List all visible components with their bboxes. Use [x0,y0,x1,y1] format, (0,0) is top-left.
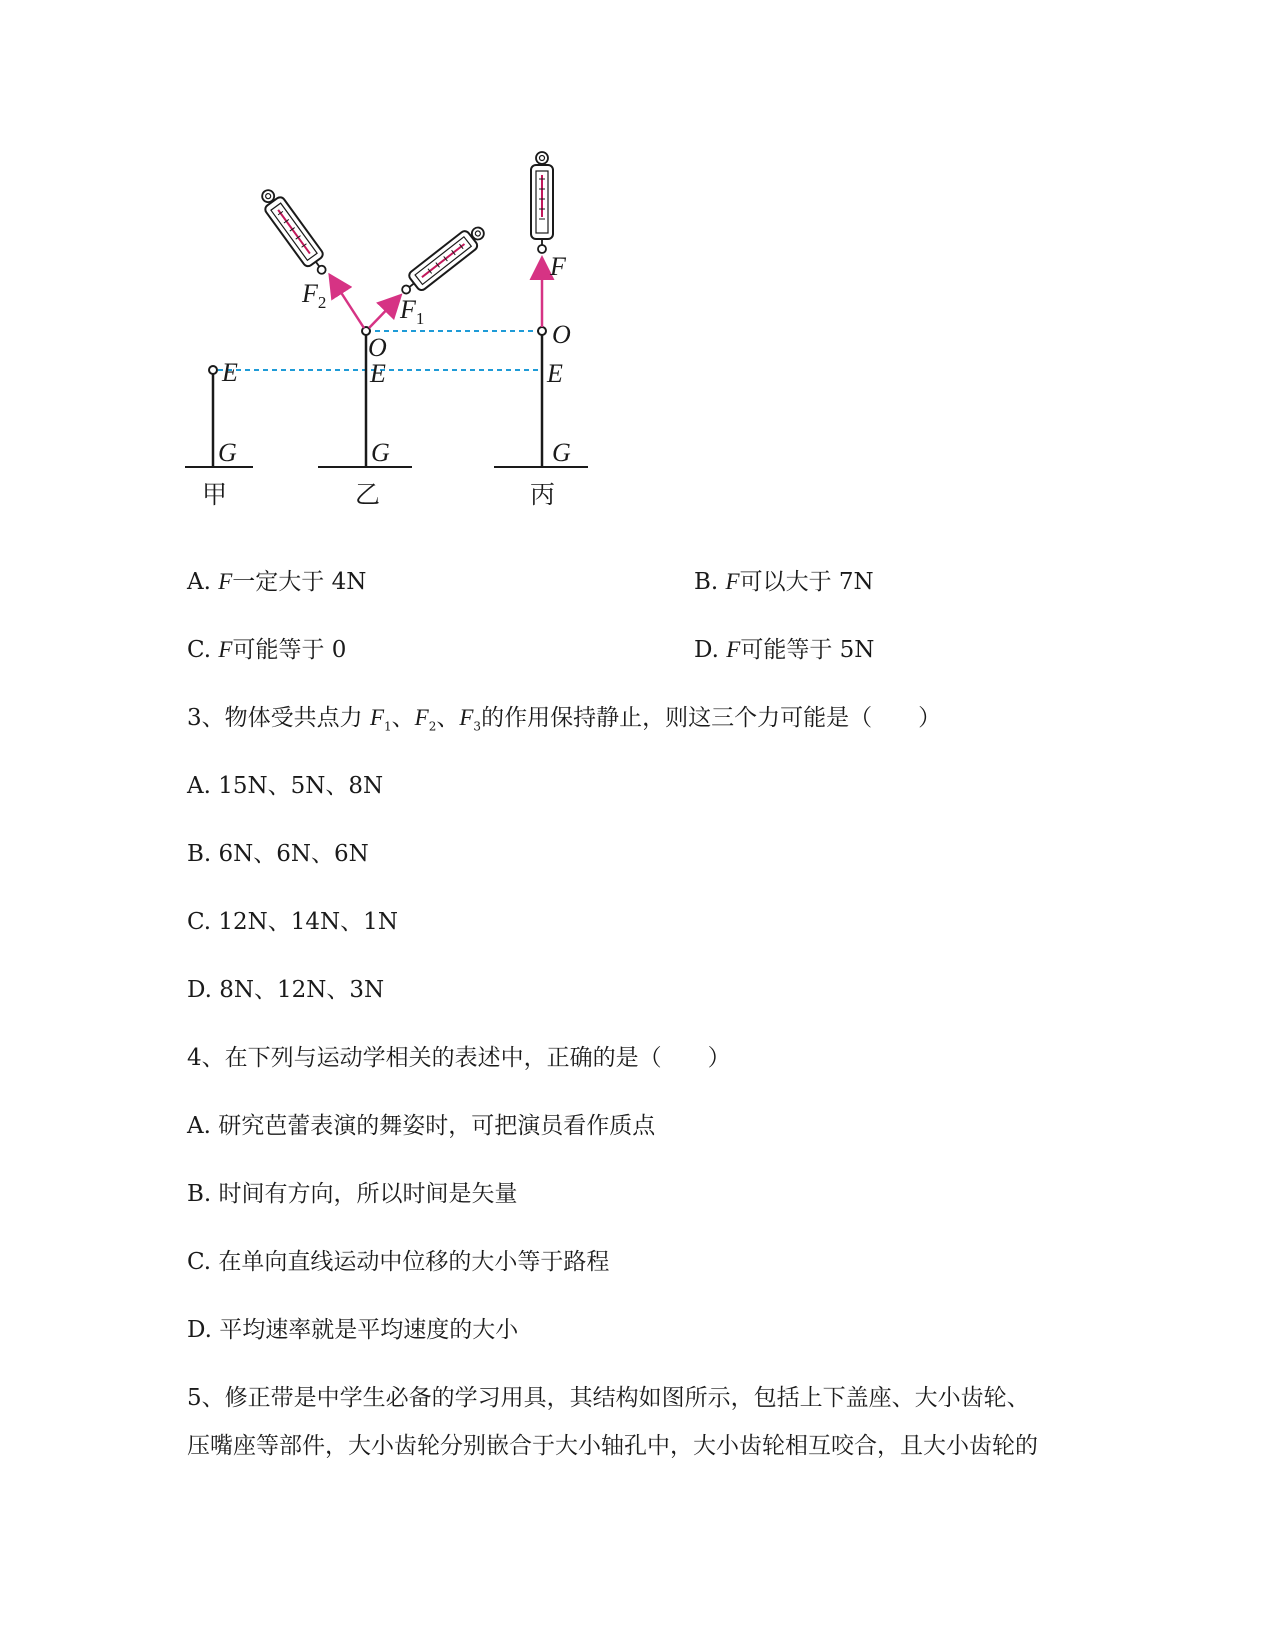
label-o-yi: O [368,333,387,362]
q2-option-d: D. F可能等于 5N [694,637,875,663]
arrow-f2 [331,277,364,328]
q3-option-b: B. 6N、6N、6N [187,841,369,867]
spring-scale-left-icon [256,185,333,280]
q3-option-a: A. 15N、5N、8N [187,773,384,799]
q4-option-b: B. 时间有方向，所以时间是矢量 [187,1181,518,1207]
spring-scale-figure [180,145,620,540]
q4-option-c: C. 在单向直线运动中位移的大小等于路程 [187,1249,610,1275]
caption-jia: 甲 [202,480,228,509]
q4-stem: 4、在下列与运动学相关的表述中，正确的是（ ） [187,1045,731,1071]
q5-line-2: 压嘴座等部件，大小齿轮分别嵌合于大小轴孔中，大小齿轮相互咬合，且大小齿轮的 [187,1433,1038,1459]
label-e-jia: E [222,358,238,387]
q3-option-c: C. 12N、14N、1N [187,909,398,935]
spring-scale-right-icon [396,221,489,301]
setup-jia [185,358,253,509]
q2-option-c: C. F可能等于 0 [187,637,347,663]
setup-yi [256,185,490,509]
q5-line-1: 5、修正带是中学生必备的学习用具，其结构如图所示，包括上下盖座、大小齿轮、 [187,1385,1030,1411]
caption-bing: 丙 [530,480,556,509]
label-f: F [550,252,566,281]
q3-option-d: D. 8N、12N、3N [187,977,385,1003]
label-g-bing: G [552,438,571,467]
label-e-bing: E [547,359,563,388]
label-g-jia: G [218,438,237,467]
spring-scale-vertical-icon [531,152,553,253]
label-f2: $F_2$ [302,279,327,312]
label-o-bing: O [552,320,571,349]
q2-option-b: B. F可以大于 7N [694,569,874,595]
setup-bing [494,152,588,509]
q3-stem: 3、物体受共点力 $F_1$、$F_2$、$F_3$的作用保持静止，则这三个力可能是（ ） [187,705,942,734]
label-f1: $F_1$ [400,295,425,328]
arrow-f1 [369,297,399,328]
caption-yi: 乙 [355,480,381,509]
label-g-yi: G [371,438,390,467]
q2-option-a: A. F一定大于 4N [187,569,367,595]
q4-option-a: A. 研究芭蕾表演的舞姿时，可把演员看作质点 [187,1113,656,1139]
force-experiment-diagram [180,145,620,540]
q4-option-d: D. 平均速率就是平均速度的大小 [187,1317,519,1343]
label-e-yi: E [370,359,386,388]
